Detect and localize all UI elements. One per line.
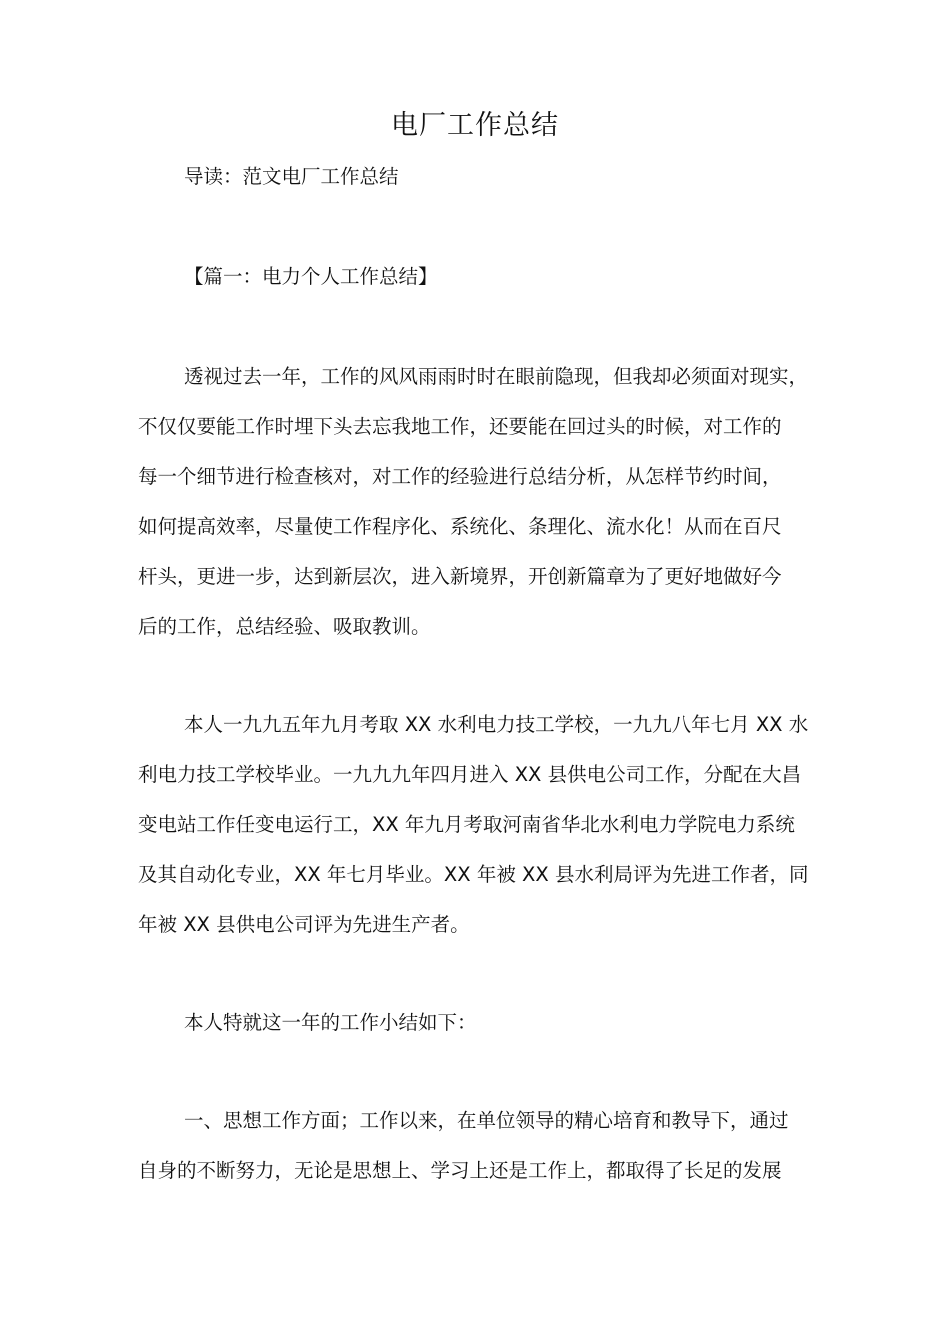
- paragraph-1-line-6: 后的工作，总结经验、吸取教训。: [138, 615, 431, 638]
- paragraph-1-line-5: 杆头，更进一步，达到新层次，进入新境界，开创新篇章为了更好地做好今: [138, 565, 782, 588]
- paragraph-2-line-5: 年被 XX 县供电公司评为先进生产者。: [138, 913, 470, 936]
- paragraph-1-line-2: 不仅仅要能工作时埋下头去忘我地工作，还要能在回过头的时候，对工作的: [138, 415, 782, 438]
- paragraph-1-line-4: 如何提高效率，尽量使工作程序化、系统化、条理化、流水化！从而在百尺: [138, 515, 782, 538]
- paragraph-2-line-2: 利电力技工学校毕业。一九九九年四月进入 XX 县供电公司工作，分配在大昌: [138, 763, 802, 786]
- paragraph-1-line-1: 透视过去一年，工作的风风雨雨时时在眼前隐现，但我却必须面对现实，: [184, 365, 809, 388]
- lead-line: 导读：范文电厂工作总结: [184, 165, 399, 188]
- section-heading: 【篇一：电力个人工作总结】: [184, 265, 438, 288]
- paragraph-4-line-1: 一、思想工作方面；工作以来，在单位领导的精心培育和教导下，通过: [184, 1109, 789, 1132]
- paragraph-2-line-3: 变电站工作任变电运行工，XX 年九月考取河南省华北水利电力学院电力系统: [138, 813, 795, 836]
- paragraph-2-line-1: 本人一九九五年九月考取 XX 水利电力技工学校，一九九八年七月 XX 水: [184, 713, 809, 736]
- document-title: 电厂工作总结: [391, 110, 559, 141]
- paragraph-3-line-1: 本人特就这一年的工作小结如下：: [184, 1011, 477, 1034]
- paragraph-1-line-3: 每一个细节进行检查核对，对工作的经验进行总结分析，从怎样节约时间，: [138, 465, 782, 488]
- paragraph-2-line-4: 及其自动化专业，XX 年七月毕业。XX 年被 XX 县水利局评为先进工作者，同: [138, 863, 809, 886]
- paragraph-4-line-2: 自身的不断努力，无论是思想上、学习上还是工作上，都取得了长足的发展: [138, 1159, 782, 1182]
